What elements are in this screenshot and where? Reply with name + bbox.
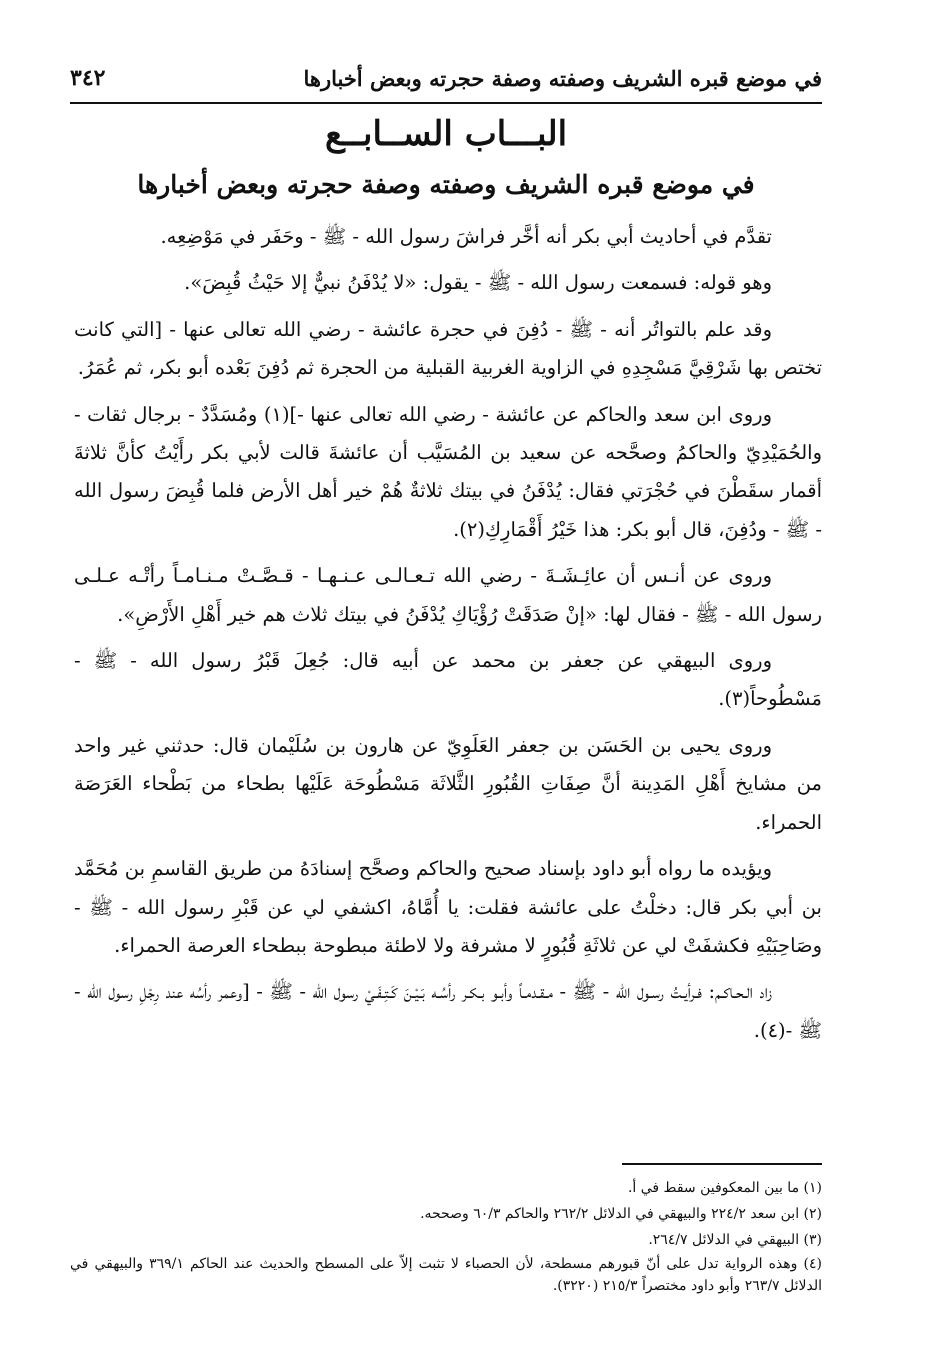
footnotes — [70, 1175, 822, 1297]
footnote: (٣) البيهقي في الدلائل ٢٦٤/٧. — [648, 1232, 822, 1248]
footnote: (٢) ابن سعد ٢٢٤/٢ والبيهقي في الدلائل ٢٦٢/٢ والحاكم ٦٠/٣ وصححه. — [420, 1206, 822, 1222]
paragraph: وروى البيهقي عن جعفر بن محمد عن أبيه قال: جُعِلَ قَبْرُ رسول الله - ﷺ - مَسْطُوحاً(٣). — [74, 649, 822, 711]
paragraph: تقدَّم في أحاديث أبي بكر أنه أخَّر فراشَ رسول الله - ﷺ - وحَفَر في مَوْضِعِه. — [160, 225, 772, 248]
footnote: (٤) وهذه الرواية تدل على أنّ قبورهم مسطحة، لأن الحصباء لا تثبت إلاّ على المسطح والحديث عند الحاكم ٣٦٩/١ والبيهقي في الدلائل ٢٦٣/٧ وأبو داود مختصراً ٢١٥/٣ (٣٢٢٠). — [70, 1256, 822, 1294]
paragraph: وهو قوله: فسمعت رسول الله - ﷺ - يقول: «لا يُدْفَنُ نبيٌّ إلا حَيْثُ قُبِضَ». — [184, 271, 772, 295]
paragraph: وقد علم بالتواتُر أنه - ﷺ - دُفِنَ في حجرة عائشة - رضي الله تعالى عنها - [التي كانت تختص بها شَرْقِيَّ مَسْجِدِهِ في الزاوية الغربية القبلية من الحجرة ثم دُفِنَ بَعْده أبو بكر، ثم عُمَرُ. — [74, 317, 822, 380]
main-text — [74, 218, 822, 1058]
paragraph: زاد الـحـاكـم: فـرأيـتُ رسـول الله - ﷺ - مـقـدمـاً وأبـو بـكـر رأسُـه بَـيْـنَ كَـتِـفَـيْ رسول الله - ﷺ - [وعمر رأسُه عند رِجْلِ رسول الله - ﷺ -(٤). — [74, 980, 822, 1042]
header-divider — [70, 102, 822, 104]
footnote-divider — [622, 1163, 822, 1165]
paragraph: ويؤيده ما رواه أبو داود بإسناد صحيح والحاكم وصحَّح إسنادَهُ من طريق القاسمِ بن مُحَمَّد بن أبي بكر قال: دخلْتُ على عائشة فقلت: يا أُمَّاهُ، اكشفي لي عن قَبْرِ رسول الله - ﷺ - وصَاحِبَيْهِ فكشفَتْ لي عن ثلاثَةِ قُبُورٍ لا مشرفة ولا لاطئة مبطوحة ببطحاء العرصة الحمراء. — [74, 857, 822, 957]
chapter-title: البـــاب الســابــع — [324, 114, 568, 154]
running-title: في موضع قبره الشريف وصفته وصفة حجرته وبعض أخبارها — [303, 65, 822, 91]
book-page — [70, 48, 822, 1358]
paragraph: وروى عن أنـس أن عائِـشَـةَ - رضي الله تـعـالـى عـنـهـا - قـصَّـتْ مـنـامـاً رأتْـه عـلـى رسول الله - ﷺ - فقال لها: «إنْ صَدَقَتْ رُؤْيَاكِ يُدْفَنُ في بيتك ثلاث هم خير أَهْلِ الأَرْضِ». — [74, 564, 822, 626]
footnote: (١) ما بين المعكوفين سقط في أ. — [627, 1180, 822, 1196]
paragraph: وروى يحيى بن الحَسَن بن جعفر العَلَوِيّ عن هارون بن سُلَيْمان قال: حدثني غير واحد من مشايخ أَهْلِ المَدِينة أنَّ صِفَاتِ القُبُورِ الثَّلاثَة مَسْطُوحَة عَلَيْها بطحاء من بَطْحاء العَرَصَة الحمراء. — [74, 733, 822, 834]
page-number: ٣٤٢ — [70, 65, 106, 91]
paragraph: وروى ابن سعد والحاكم عن عائشة - رضي الله تعالى عنها -](١) ومُسَدَّدٌ - برجال ثقات - والحُمَيْدِيّ والحاكمُ وصحَّحه عن سعيد بن المُسَيَّب أن عائشةَ قالت لأبي بكر رأَيْتُ كأنَّ ثلاثةَ أقمار سقَطْنَ في حُجْرَتي فقال: يُدْفَنُ في بيتك ثلاثةٌ هُمْ خير أهل الأرض فلما قُبِضَ رسول الله - ﷺ - ودُفِنَ، قال أبو بكر: هذا خَيْرُ أَقْمَارِكِ(٢). — [74, 402, 822, 541]
chapter-subtitle: في موضع قبره الشريف وصفته وصفة حجرته وبعض أخبارها — [137, 170, 755, 199]
running-header — [70, 58, 822, 98]
